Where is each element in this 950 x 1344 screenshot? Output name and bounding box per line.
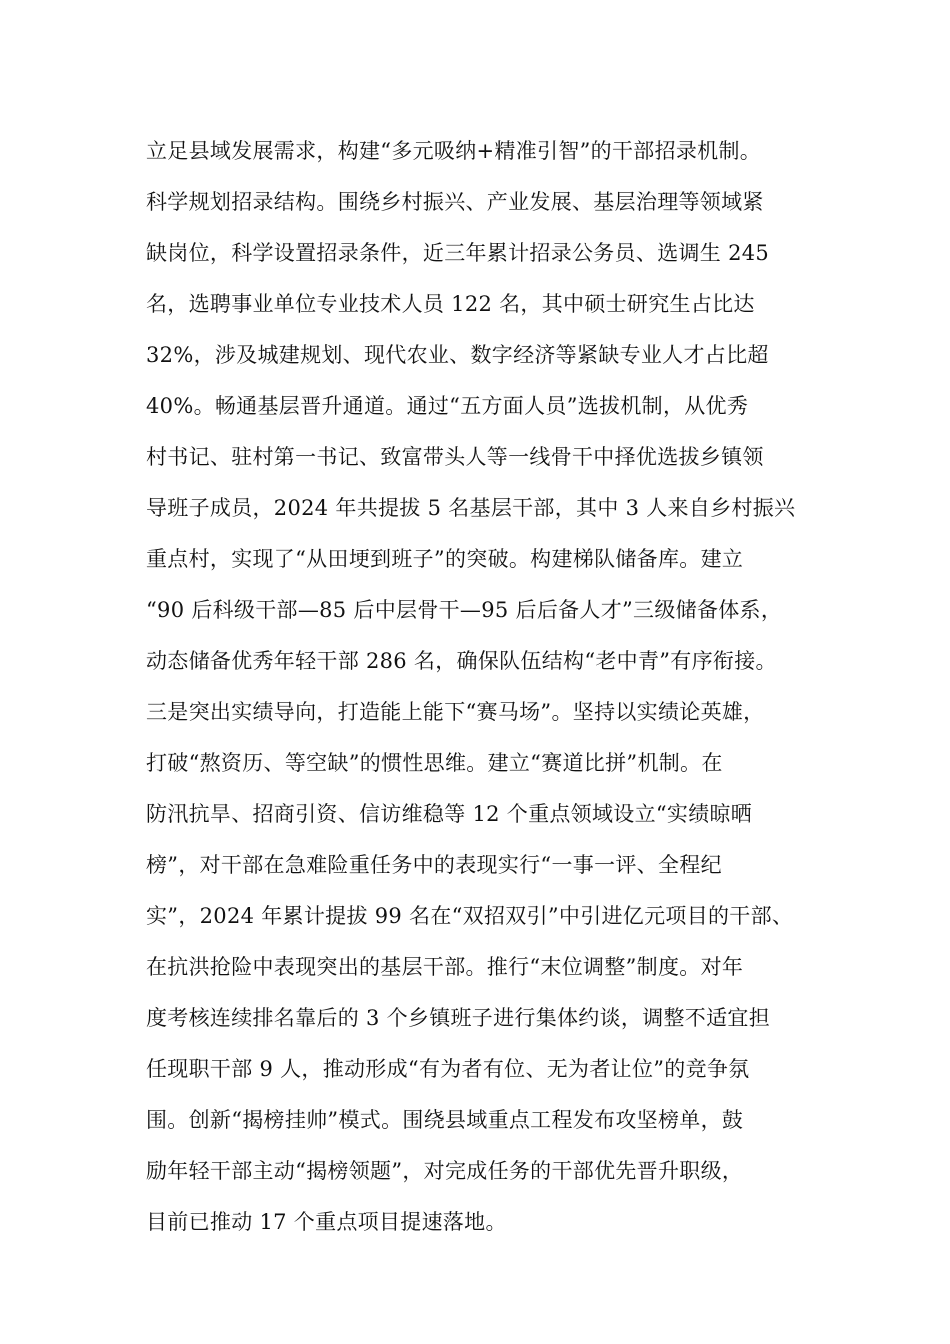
text-line: 实”，2024 年累计提拔 99 名在“双招双引”中引进亿元项目的干部、 bbox=[146, 904, 794, 928]
text-line: 名，选聘事业单位专业技术人员 122 名，其中硕士研究生占比达 bbox=[146, 292, 755, 316]
text-line: 目前已推动 17 个重点项目提速落地。 bbox=[146, 1210, 507, 1234]
text-line: 导班子成员，2024 年共提拔 5 名基层干部，其中 3 人来自乡村振兴 bbox=[146, 496, 796, 520]
text-line: 榜”，对干部在急难险重任务中的表现实行“一事一评、全程纪 bbox=[146, 853, 722, 877]
text-line: 40%。畅通基层晋升通道。通过“五方面人员”选拔机制，从优秀 bbox=[146, 394, 749, 418]
text-line: 动态储备优秀年轻干部 286 名，确保队伍结构“老中青”有序衔接。 bbox=[146, 649, 777, 673]
text-line: 立足县域发展需求，构建“多元吸纳+精准引智”的干部招录机制。 bbox=[146, 139, 762, 163]
text-line: 村书记、驻村第一书记、致富带头人等一线骨干中择优选拔乡镇领 bbox=[146, 445, 764, 469]
text-line: 度考核连续排名靠后的 3 个乡镇班子进行集体约谈，调整不适宜担 bbox=[146, 1006, 771, 1030]
text-line: 围。创新“揭榜挂帅”模式。围绕县域重点工程发布攻坚榜单，鼓 bbox=[146, 1108, 744, 1132]
text-line: 在抗洪抢险中表现突出的基层干部。推行“末位调整”制度。对年 bbox=[146, 955, 744, 979]
text-line: 三是突出实绩导向，打造能上能下“赛马场”。坚持以实绩论英雄， bbox=[146, 700, 765, 724]
text-line: 科学规划招录结构。围绕乡村振兴、产业发展、基层治理等领域紧 bbox=[146, 190, 764, 214]
text-line: 任现职干部 9 人，推动形成“有为者有位、无为者让位”的竞争氛 bbox=[146, 1057, 750, 1081]
text-line: 励年轻干部主动“揭榜领题”，对完成任务的干部优先晋升职级， bbox=[146, 1159, 744, 1183]
text-line: 32%，涉及城建规划、现代农业、数字经济等紧缺专业人才占比超 bbox=[146, 343, 769, 367]
text-line: 打破“熬资历、等空缺”的惯性思维。建立“赛道比拼”机制。在 bbox=[146, 751, 723, 775]
text-line: 重点村，实现了“从田埂到班子”的突破。构建梯队储备库。建立 bbox=[146, 547, 744, 571]
text-line: “90 后科级干部—85 后中层骨干—95 后后备人才”三级储备体系， bbox=[146, 598, 783, 622]
body-paragraph bbox=[146, 126, 826, 1248]
text-line: 防汛抗旱、招商引资、信访维稳等 12 个重点领域设立“实绩晾晒 bbox=[146, 802, 753, 826]
text-line: 缺岗位，科学设置招录条件，近三年累计招录公务员、选调生 245 bbox=[146, 241, 770, 265]
